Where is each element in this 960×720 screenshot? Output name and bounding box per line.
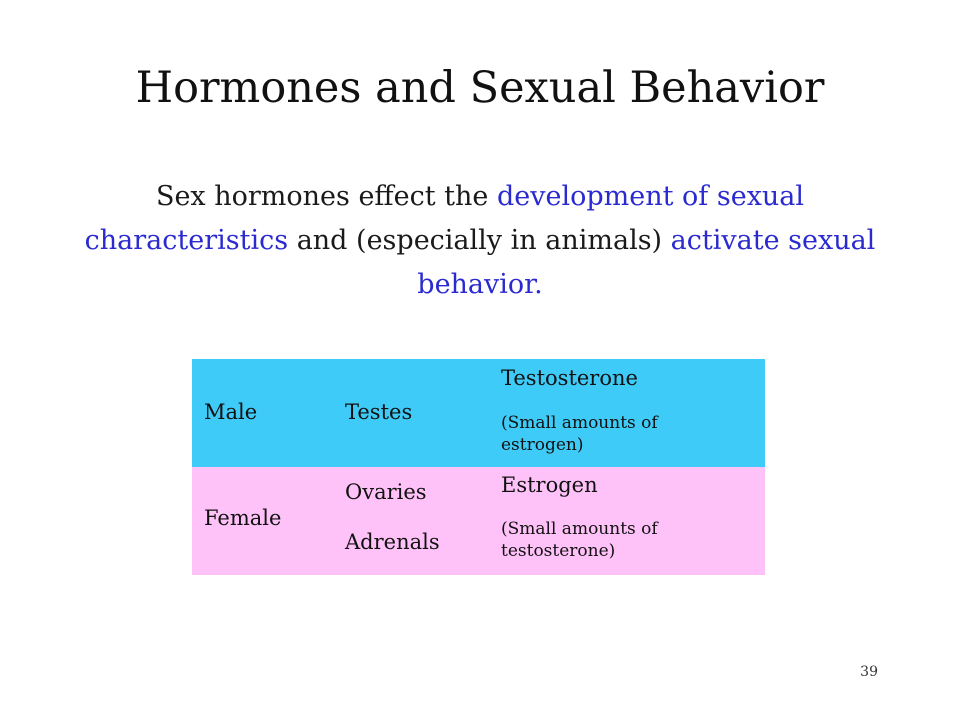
gland-cell-adrenals: Adrenals [345,530,440,554]
slide-title: Hormones and Sexual Behavior [135,63,825,113]
hormone-cell-testosterone: Testosterone [501,366,638,390]
table-row-male [192,359,765,467]
sex-cell-female: Female [204,506,282,530]
sex-cell-male: Male [204,400,258,424]
slide-body-text [60,175,900,307]
body-text-part-1: Sex hormones effect the [155,181,497,212]
gland-cell-testes: Testes [345,400,413,424]
hormone-note-male: (Small amounts of estrogen) [501,413,658,455]
gland-cell-ovaries: Ovaries [345,480,427,504]
page-number: 39 [860,664,878,680]
body-highlight-development: development of sexual characteristics [84,181,805,256]
hormone-note-female: (Small amounts of testosterone) [501,519,658,561]
hormone-table [192,359,765,575]
hormone-cell-estrogen: Estrogen [501,473,598,497]
table-row-female [192,467,765,575]
body-highlight-activate: activate sexual behavior. [417,225,876,300]
body-text-part-2: and (especially in animals) [288,225,671,256]
